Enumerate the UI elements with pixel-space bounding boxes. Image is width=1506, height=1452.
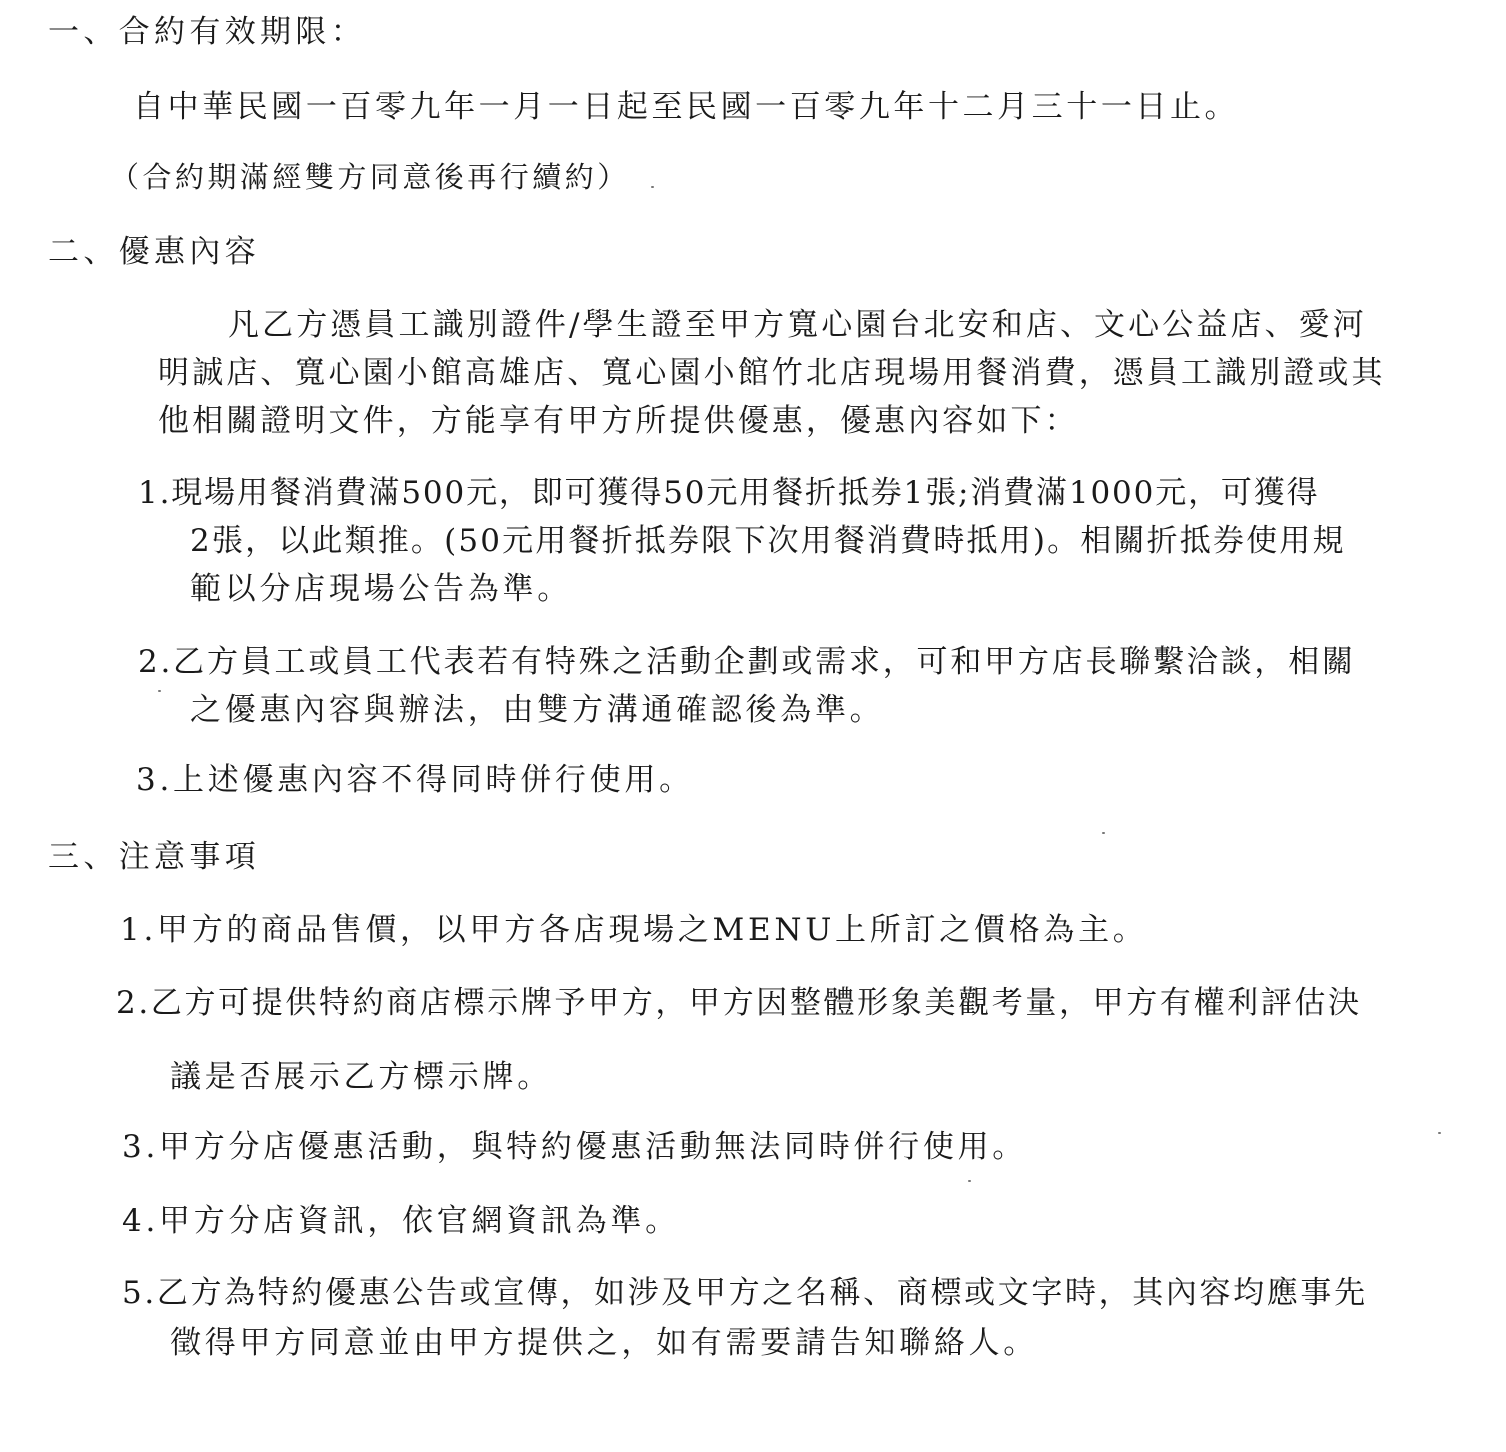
section1-period: 自中華民國一百零九年一月一日起至民國一百零九年十二月三十一日止。 xyxy=(133,89,1240,125)
section2-item-1-line: 2張，以此類推。(50元用餐折抵券限下次用餐消費時抵用)。相關折抵券使用規 xyxy=(190,523,1346,559)
scan-speck xyxy=(1102,832,1105,834)
section2-item-3-line: 3.上述優惠內容不得同時併行使用。 xyxy=(136,762,694,798)
section3-item-4-line: 4.甲方分店資訊，依官網資訊為準。 xyxy=(122,1203,680,1239)
scan-speck xyxy=(968,1180,971,1182)
section2-heading: 二、優惠內容 xyxy=(48,234,261,270)
section3-item-2-line: 2.乙方可提供特約商店標示牌予甲方，甲方因整體形象美觀考量，甲方有權利評估決 xyxy=(116,985,1362,1021)
section1-heading: 一、合約有效期限： xyxy=(48,14,367,50)
section2-item-2-line: 2.乙方員工或員工代表若有特殊之活動企劃或需求，可和甲方店長聯繫洽談，相關 xyxy=(138,644,1356,680)
section2-item-2-line: 之優惠內容與辦法，由雙方溝通確認後為準。 xyxy=(190,692,885,728)
section2-item-1-line: 1.現場用餐消費滿500元，即可獲得50元用餐折抵券1張;消費滿1000元，可獲得 xyxy=(138,475,1320,511)
section1-renewal-note: （合約期滿經雙方同意後再行續約） xyxy=(110,160,630,194)
section2-intro-line: 凡乙方憑員工識別證件/學生證至甲方寬心園台北安和店、文心公益店、愛河 xyxy=(228,307,1367,343)
scan-speck xyxy=(651,186,654,188)
section2-item-1-line: 範以分店現場公告為準。 xyxy=(190,571,572,607)
scan-speck xyxy=(158,690,161,692)
section2-intro-line: 明誠店、寬心園小館高雄店、寬心園小館竹北店現場用餐消費，憑員工識別證或其 xyxy=(158,355,1386,391)
section3-item-1-line: 1.甲方的商品售價，以甲方各店現場之MENU上所訂之價格為主。 xyxy=(120,912,1148,948)
section3-item-5-line: 徵得甲方同意並由甲方提供之，如有需要請告知聯絡人。 xyxy=(170,1325,1038,1361)
scan-speck xyxy=(1438,1132,1441,1134)
section3-item-2-line: 議是否展示乙方標示牌。 xyxy=(170,1059,552,1095)
section3-item-3-line: 3.甲方分店優惠活動，與特約優惠活動無法同時併行使用。 xyxy=(122,1129,1028,1165)
section3-item-5-line: 5.乙方為特約優惠公告或宣傳，如涉及甲方之名稱、商標或文字時，其內容均應事先 xyxy=(122,1275,1368,1311)
section2-intro-line: 他相關證明文件，方能享有甲方所提供優惠，優惠內容如下： xyxy=(158,403,1079,439)
section3-heading: 三、注意事項 xyxy=(48,839,261,875)
